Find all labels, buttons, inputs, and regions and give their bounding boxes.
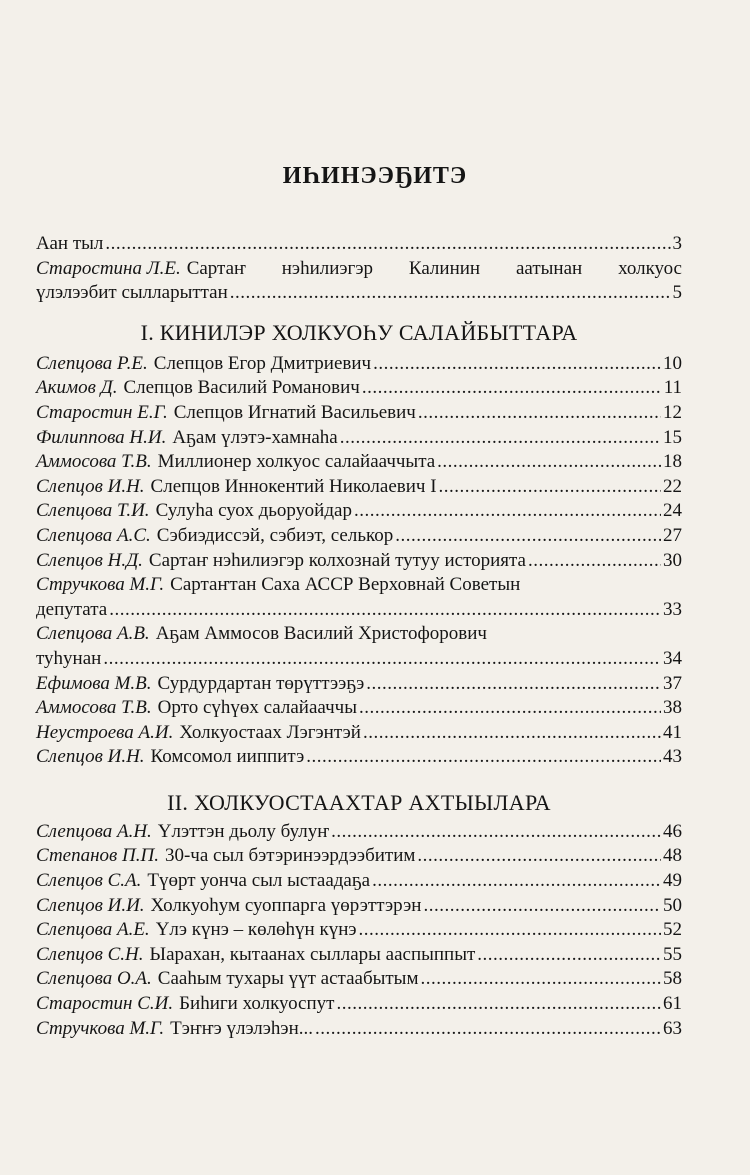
leader-dots (359, 696, 661, 721)
leader-dots (315, 1017, 661, 1042)
entry-title-cont: депутата (36, 598, 108, 620)
entry-title: 30-ча сыл бэтэринээрдээбитим (164, 845, 416, 867)
entry-title: Аҕам Аммосов Василий Христофорович (155, 623, 487, 645)
entry-author: Слепцова А.Е. (36, 919, 150, 941)
entry-author: Слепцова А.Н. (36, 820, 152, 842)
entry-author: Слепцова А.В. (36, 623, 150, 645)
entry-title: Ыарахан, кытаанах сыллары ааспыппыт (149, 943, 476, 965)
toc-entry (36, 721, 682, 746)
toc-entry (36, 352, 682, 377)
entry-author: Старостина Л.Е. (36, 257, 181, 279)
page-number: 18 (663, 451, 682, 473)
page-number: 5 (672, 282, 682, 304)
entry-author: Слепцова Р.Е. (36, 352, 148, 374)
leader-dots (363, 721, 661, 746)
entry-title: Слепцов Иннокентий Николаевич I (150, 475, 437, 497)
leader-dots (477, 943, 661, 968)
entry-title: Слепцов Егор Дмитриевич (153, 352, 372, 374)
entry-title: Миллионер холкуос салайааччыта (157, 451, 436, 473)
table-of-contents (36, 232, 682, 1041)
toc-entry-intro-1 (36, 257, 682, 282)
entry-title: Аан тыл (36, 233, 104, 254)
entry-author: Слепцов С.А. (36, 870, 142, 892)
toc-entry (36, 401, 682, 426)
toc-entry (36, 524, 682, 549)
toc-entry (36, 992, 682, 1017)
section-1-entries (36, 352, 682, 770)
toc-entry (36, 376, 682, 401)
toc-entry (36, 943, 682, 968)
page-number: 30 (663, 549, 682, 571)
page-number: 3 (672, 233, 682, 254)
leader-dots (340, 426, 661, 451)
section-heading-1: I. КИНИЛЭР ХОЛКУОҺУ САЛАЙБЫТТАРА (140, 319, 578, 345)
leader-dots (109, 598, 661, 623)
leader-dots (372, 869, 661, 894)
entry-author: Стручкова М.Г. (36, 1017, 165, 1039)
entry-title: Сааһым тухары үүт астаабытым (157, 968, 419, 990)
toc-entry (36, 426, 682, 451)
entry-title: Үлэ күнэ – көлөһүн күнэ (155, 919, 357, 941)
page-number: 43 (663, 746, 682, 768)
toc-entry (36, 549, 682, 574)
entry-author: Неустроева А.И. (36, 721, 174, 743)
toc-entry (36, 499, 682, 524)
page-number: 33 (663, 598, 682, 620)
entry-author: Акимов Д. (36, 377, 118, 399)
leader-dots (105, 232, 670, 257)
entry-title: Сэбиэдиссэй, сэбиэт, селькор (156, 524, 394, 546)
entry-title: Үлэттэн дьолу булуҥ (157, 820, 330, 842)
toc-entry (36, 967, 682, 992)
page-number: 58 (663, 968, 682, 990)
toc-entry (36, 672, 682, 697)
leader-dots (437, 450, 661, 475)
page-number: 49 (663, 870, 682, 892)
entry-author: Ефимова М.В. (36, 672, 152, 694)
page-number: 24 (663, 500, 682, 522)
entry-title: Слепцов Василий Романович (123, 377, 360, 399)
leader-dots (336, 992, 661, 1017)
leader-dots (528, 549, 661, 574)
toc-entry (36, 869, 682, 894)
entry-title: Сурдурдартан төрүттээҕэ (157, 672, 365, 694)
entry-author: Слепцов Н.Д. (36, 549, 143, 571)
entry-author: Стручкова М.Г. (36, 574, 165, 596)
toc-entry (36, 696, 682, 721)
entry-title: Сартаҥ нэһилиэгэр колхознай тутуу историята (148, 549, 526, 571)
toc-entry (36, 450, 682, 475)
entry-author: Аммосова Т.В. (36, 697, 152, 719)
entry-author: Аммосова Т.В. (36, 451, 152, 473)
entry-title: Холкуостаах Лэгэнтэй (179, 721, 361, 743)
toc-entry (36, 598, 682, 623)
leader-dots (417, 844, 661, 869)
toc-entry (36, 894, 682, 919)
entry-author: Слепцова Т.И. (36, 500, 150, 522)
entry-author: Слепцов И.Н. (36, 475, 145, 497)
entry-author: Слепцова О.А. (36, 968, 152, 990)
leader-dots (373, 352, 661, 377)
leader-dots (103, 647, 661, 672)
page-number: 15 (663, 426, 682, 448)
entry-title: Комсомол ииппитэ (150, 746, 305, 768)
page-number: 34 (663, 647, 682, 669)
page-title: ИҺИНЭЭҔИТЭ (282, 163, 468, 189)
leader-dots (359, 918, 661, 943)
page-number: 41 (663, 721, 682, 743)
page-number: 27 (663, 524, 682, 546)
page-number: 38 (663, 697, 682, 719)
entry-title: Аҕам үлэтэ-хамнаһа (172, 426, 338, 448)
toc-entry-intro-1-cont (36, 281, 682, 306)
page-number: 61 (663, 993, 682, 1015)
entry-author: Слепцова А.С. (36, 524, 151, 546)
entry-author: Филиппова Н.И. (36, 426, 167, 448)
leader-dots (362, 376, 662, 401)
entry-title: Слепцов Игнатий Васильевич (173, 401, 416, 423)
entry-title: Биһиги холкуоспут (179, 993, 335, 1015)
leader-dots (306, 745, 661, 770)
page-number: 55 (663, 943, 682, 965)
entry-title-cont: туһунан (36, 647, 102, 669)
toc-entry (36, 647, 682, 672)
entry-title: Сартаҥтан Саха АССР Верховнай Советын (170, 574, 521, 596)
leader-dots (420, 967, 661, 992)
page-number: 11 (663, 377, 682, 399)
entry-author: Старостин Е.Г. (36, 401, 168, 423)
leader-dots (418, 401, 661, 426)
entry-title: Сулуһа суох дьоруойдар (155, 500, 352, 522)
page-number: 52 (663, 919, 682, 941)
page-number: 37 (663, 672, 682, 694)
toc-entry (36, 573, 682, 598)
entry-author: Слепцов С.Н. (36, 943, 144, 965)
leader-dots (439, 475, 661, 500)
leader-dots (230, 281, 671, 306)
page-number: 46 (663, 820, 682, 842)
page-number: 50 (663, 894, 682, 916)
entry-title: Холкуоһум суоппарга үөрэттэрэн (150, 894, 422, 916)
entry-title: Тэҥҥэ үлэлэһэн... (170, 1017, 313, 1039)
entry-title: Орто сүһүөх салайааччы (157, 697, 357, 719)
entry-title-cont: үлэлээбит сылларыттан (36, 282, 228, 304)
toc-entry-intro-0 (36, 232, 682, 257)
entry-title: Түөрт уонча сыл ыстаадаҕа (147, 870, 371, 892)
page-number: 10 (663, 352, 682, 374)
entry-author: Степанов П.П. (36, 845, 159, 867)
toc-entry (36, 475, 682, 500)
entry-author: Старостин С.И. (36, 993, 174, 1015)
toc-entry (36, 745, 682, 770)
section-2-entries (36, 820, 682, 1041)
leader-dots (331, 820, 661, 845)
page-number: 63 (663, 1017, 682, 1039)
toc-entry (36, 918, 682, 943)
entry-author: Слепцов И.И. (36, 894, 145, 916)
entry-author: Слепцов И.Н. (36, 746, 145, 768)
toc-entry (36, 820, 682, 845)
toc-entry (36, 622, 682, 647)
leader-dots (423, 894, 661, 919)
leader-dots (354, 499, 661, 524)
toc-entry (36, 1017, 682, 1042)
page-number: 22 (663, 475, 682, 497)
entry-title: Сартаҥ нэһилиэгэр Калинин аатынан холкуос (186, 257, 682, 279)
page-number: 48 (663, 845, 682, 867)
section-heading-2: II. ХОЛКУОСТААХТАР АХТЫЫЛАРА (167, 789, 551, 815)
leader-dots (395, 524, 661, 549)
leader-dots (366, 672, 661, 697)
toc-entry (36, 844, 682, 869)
page-number: 12 (663, 401, 682, 423)
